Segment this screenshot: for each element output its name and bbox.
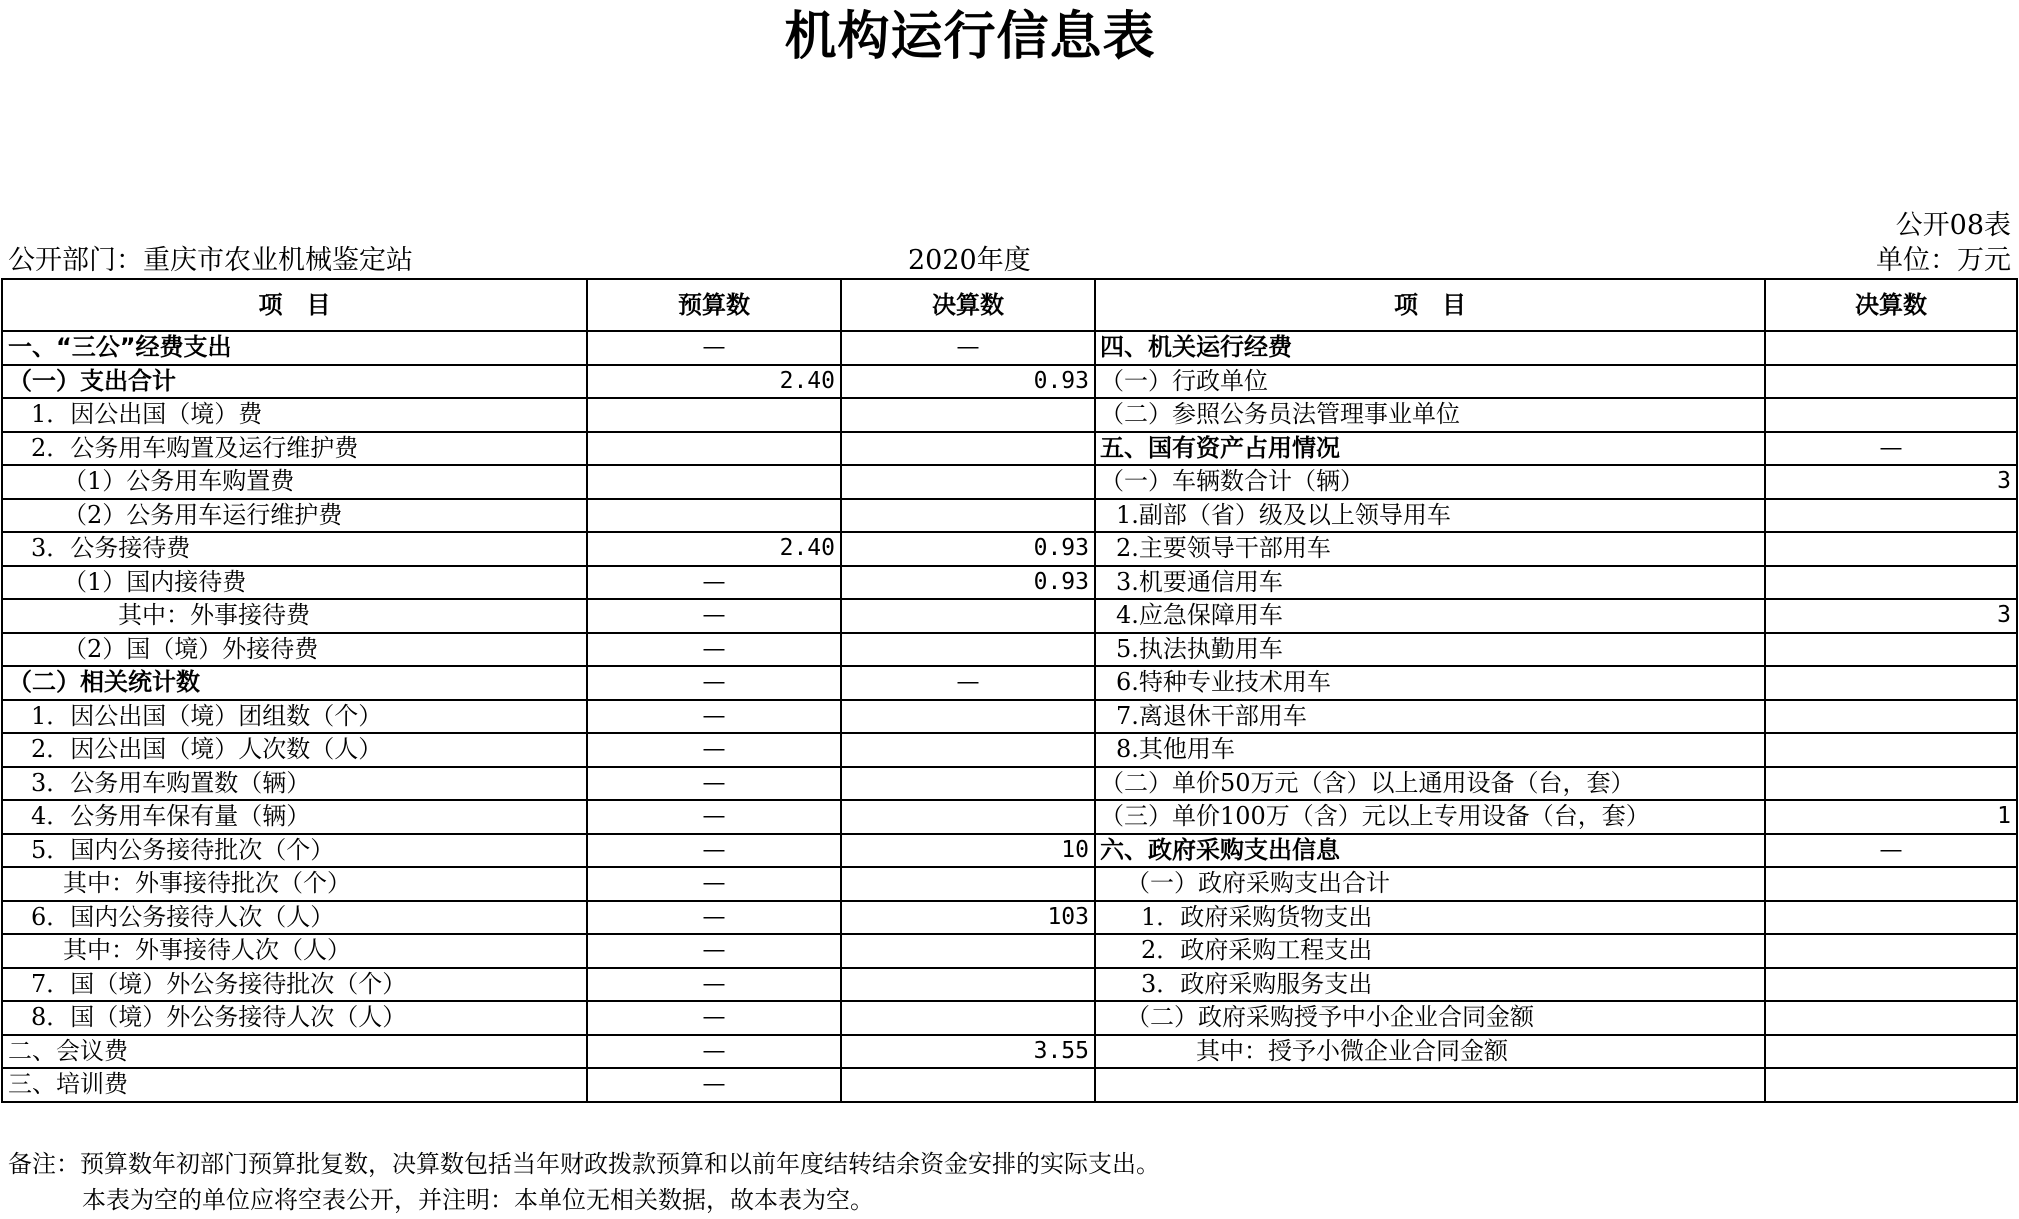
right-final-value bbox=[1765, 532, 2017, 566]
final-value bbox=[841, 934, 1095, 968]
right-final-value: — bbox=[1765, 834, 2017, 868]
final-value bbox=[841, 432, 1095, 466]
table-header-row bbox=[2, 279, 2017, 331]
budget-value: — bbox=[587, 934, 841, 968]
table-row bbox=[2, 633, 2017, 667]
budget-value: — bbox=[587, 599, 841, 633]
table-row bbox=[2, 700, 2017, 734]
budget-value: — bbox=[587, 566, 841, 600]
table-row bbox=[2, 599, 2017, 633]
final-value: 10 bbox=[841, 834, 1095, 868]
final-value bbox=[841, 1068, 1095, 1102]
table-row bbox=[2, 465, 2017, 499]
budget-value: — bbox=[587, 901, 841, 935]
right-row-label: 2．政府采购工程支出 bbox=[1095, 934, 1765, 968]
footnote-line-1: 备注：预算数年初部门预算批复数，决算数包括当年财政拨款预算和以前年度结转结余资金安排的实际支出。 bbox=[8, 1150, 1160, 1178]
right-row-label: 4.应急保障用车 bbox=[1095, 599, 1765, 633]
row-label: 二、会议费 bbox=[2, 1035, 587, 1069]
final-value bbox=[841, 867, 1095, 901]
right-row-label: （二）政府采购授予中小企业合同金额 bbox=[1095, 1001, 1765, 1035]
right-row-label: 3．政府采购服务支出 bbox=[1095, 968, 1765, 1002]
right-final-value bbox=[1765, 733, 2017, 767]
right-final-value: 3 bbox=[1765, 465, 2017, 499]
row-label: （2）公务用车运行维护费 bbox=[2, 499, 587, 533]
row-label: 3．公务用车购置数（辆） bbox=[2, 767, 587, 801]
right-row-label: 1.副部（省）级及以上领导用车 bbox=[1095, 499, 1765, 533]
table-row bbox=[2, 834, 2017, 868]
right-final-value bbox=[1765, 499, 2017, 533]
row-label: 三、培训费 bbox=[2, 1068, 587, 1102]
budget-value: 2.40 bbox=[587, 365, 841, 399]
table-row bbox=[2, 532, 2017, 566]
right-row-label: 四、机关运行经费 bbox=[1095, 331, 1765, 365]
right-row-label: 五、国有资产占用情况 bbox=[1095, 432, 1765, 466]
row-label: 1．因公出国（境）团组数（个） bbox=[2, 700, 587, 734]
final-value bbox=[841, 465, 1095, 499]
right-row-label: 六、政府采购支出信息 bbox=[1095, 834, 1765, 868]
budget-value bbox=[587, 432, 841, 466]
budget-value: 2.40 bbox=[587, 532, 841, 566]
budget-value: — bbox=[587, 700, 841, 734]
final-value bbox=[841, 700, 1095, 734]
right-row-label bbox=[1095, 1068, 1765, 1102]
right-row-label: （一）车辆数合计（辆） bbox=[1095, 465, 1765, 499]
table-row bbox=[2, 767, 2017, 801]
row-label: 5．国内公务接待批次（个） bbox=[2, 834, 587, 868]
row-label: （1）国内接待费 bbox=[2, 566, 587, 600]
footnote-line-2: 本表为空的单位应将空表公开，并注明：本单位无相关数据，故本表为空。 bbox=[82, 1186, 874, 1214]
right-final-value: 3 bbox=[1765, 599, 2017, 633]
unit-label: 单位：万元 bbox=[1876, 245, 2011, 276]
final-value bbox=[841, 968, 1095, 1002]
department-label: 公开部门：重庆市农业机械鉴定站 bbox=[8, 245, 413, 276]
table-row bbox=[2, 733, 2017, 767]
table-row bbox=[2, 867, 2017, 901]
right-final-value bbox=[1765, 1001, 2017, 1035]
final-value: 0.93 bbox=[841, 532, 1095, 566]
final-value: 0.93 bbox=[841, 365, 1095, 399]
row-label: 其中：外事接待批次（个） bbox=[2, 867, 587, 901]
final-value bbox=[841, 800, 1095, 834]
row-label: 7．国（境）外公务接待批次（个） bbox=[2, 968, 587, 1002]
final-value: 103 bbox=[841, 901, 1095, 935]
right-row-label: （二）参照公务员法管理事业单位 bbox=[1095, 398, 1765, 432]
row-label: （一）支出合计 bbox=[2, 365, 587, 399]
right-final-value bbox=[1765, 968, 2017, 1002]
right-final-value bbox=[1765, 566, 2017, 600]
col-header-final-right: 决算数 bbox=[1765, 279, 2017, 331]
final-value: 0.93 bbox=[841, 566, 1095, 600]
right-final-value bbox=[1765, 1068, 2017, 1102]
row-label: 8．国（境）外公务接待人次（人） bbox=[2, 1001, 587, 1035]
table-row bbox=[2, 1068, 2017, 1102]
table-row bbox=[2, 901, 2017, 935]
budget-value: — bbox=[587, 800, 841, 834]
row-label: 其中：外事接待费 bbox=[2, 599, 587, 633]
final-value bbox=[841, 633, 1095, 667]
right-row-label: （三）单价100万（含）元以上专用设备（台，套） bbox=[1095, 800, 1765, 834]
row-label: 2．因公出国（境）人次数（人） bbox=[2, 733, 587, 767]
budget-value bbox=[587, 499, 841, 533]
right-row-label: （一）政府采购支出合计 bbox=[1095, 867, 1765, 901]
row-label: （2）国（境）外接待费 bbox=[2, 633, 587, 667]
col-header-final: 决算数 bbox=[841, 279, 1095, 331]
row-label: 一、“三公”经费支出 bbox=[2, 331, 587, 365]
info-table bbox=[1, 278, 2018, 1103]
final-value bbox=[841, 398, 1095, 432]
table-code: 公开08表 bbox=[1895, 210, 2011, 241]
row-label: 其中：外事接待人次（人） bbox=[2, 934, 587, 968]
right-final-value bbox=[1765, 666, 2017, 700]
budget-value: — bbox=[587, 331, 841, 365]
final-value: — bbox=[841, 331, 1095, 365]
budget-value: — bbox=[587, 1035, 841, 1069]
table-row bbox=[2, 800, 2017, 834]
budget-value: — bbox=[587, 666, 841, 700]
right-row-label: 7.离退休干部用车 bbox=[1095, 700, 1765, 734]
final-value bbox=[841, 733, 1095, 767]
right-final-value bbox=[1765, 901, 2017, 935]
final-value: 3.55 bbox=[841, 1035, 1095, 1069]
right-row-label: 其中：授予小微企业合同金额 bbox=[1095, 1035, 1765, 1069]
final-value bbox=[841, 499, 1095, 533]
right-row-label: （二）单价50万元（含）以上通用设备（台，套） bbox=[1095, 767, 1765, 801]
budget-value: — bbox=[587, 1001, 841, 1035]
row-label: （二）相关统计数 bbox=[2, 666, 587, 700]
right-final-value: — bbox=[1765, 432, 2017, 466]
right-final-value bbox=[1765, 867, 2017, 901]
row-label: 1．因公出国（境）费 bbox=[2, 398, 587, 432]
table-row bbox=[2, 331, 2017, 365]
right-final-value bbox=[1765, 1035, 2017, 1069]
right-final-value bbox=[1765, 633, 2017, 667]
row-label: 6．国内公务接待人次（人） bbox=[2, 901, 587, 935]
right-final-value bbox=[1765, 767, 2017, 801]
row-label: 4．公务用车保有量（辆） bbox=[2, 800, 587, 834]
budget-value: — bbox=[587, 867, 841, 901]
right-row-label: 5.执法执勤用车 bbox=[1095, 633, 1765, 667]
budget-value bbox=[587, 465, 841, 499]
right-row-label: （一）行政单位 bbox=[1095, 365, 1765, 399]
right-row-label: 1．政府采购货物支出 bbox=[1095, 901, 1765, 935]
right-final-value bbox=[1765, 934, 2017, 968]
table-row bbox=[2, 398, 2017, 432]
budget-value: — bbox=[587, 633, 841, 667]
budget-value: — bbox=[587, 834, 841, 868]
budget-value: — bbox=[587, 1068, 841, 1102]
table-row bbox=[2, 499, 2017, 533]
table-row bbox=[2, 1001, 2017, 1035]
right-final-value bbox=[1765, 365, 2017, 399]
right-final-value bbox=[1765, 398, 2017, 432]
final-value: — bbox=[841, 666, 1095, 700]
fiscal-year: 2020年度 bbox=[908, 245, 1031, 276]
final-value bbox=[841, 1001, 1095, 1035]
table-row bbox=[2, 666, 2017, 700]
row-label: （1）公务用车购置费 bbox=[2, 465, 587, 499]
table-row bbox=[2, 968, 2017, 1002]
right-row-label: 8.其他用车 bbox=[1095, 733, 1765, 767]
budget-value: — bbox=[587, 968, 841, 1002]
final-value bbox=[841, 599, 1095, 633]
budget-value: — bbox=[587, 767, 841, 801]
right-final-value bbox=[1765, 331, 2017, 365]
col-header-budget: 预算数 bbox=[587, 279, 841, 331]
table-row bbox=[2, 1035, 2017, 1069]
right-final-value: 1 bbox=[1765, 800, 2017, 834]
col-header-item: 项 目 bbox=[2, 279, 587, 331]
table-row bbox=[2, 566, 2017, 600]
row-label: 2．公务用车购置及运行维护费 bbox=[2, 432, 587, 466]
row-label: 3．公务接待费 bbox=[2, 532, 587, 566]
table-row bbox=[2, 934, 2017, 968]
right-final-value bbox=[1765, 700, 2017, 734]
right-row-label: 6.特种专业技术用车 bbox=[1095, 666, 1765, 700]
col-header-item-right: 项 目 bbox=[1095, 279, 1765, 331]
budget-value: — bbox=[587, 733, 841, 767]
final-value bbox=[841, 767, 1095, 801]
table-row bbox=[2, 432, 2017, 466]
budget-value bbox=[587, 398, 841, 432]
page-title: 机构运行信息表 bbox=[784, 7, 1156, 67]
right-row-label: 2.主要领导干部用车 bbox=[1095, 532, 1765, 566]
right-row-label: 3.机要通信用车 bbox=[1095, 566, 1765, 600]
table-row bbox=[2, 365, 2017, 399]
